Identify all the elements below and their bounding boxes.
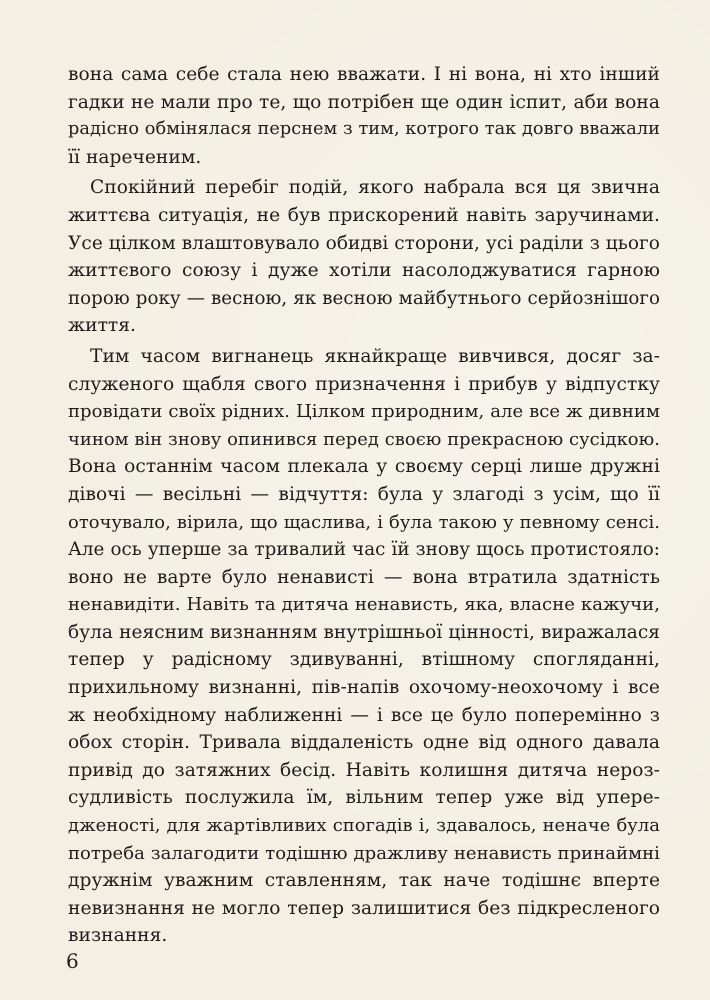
text-line: чином він знову опинився перед своєю прекрасною сусідкою.: [68, 428, 660, 450]
text-line: радісно обмінялася перснем з тим, котрого так довго вважали: [68, 119, 660, 140]
text-line: оточувало, вірила, що щаслива, і була такою у певному сенсі.: [68, 511, 660, 533]
text-line: ненавидіти. Навіть та дитяча ненависть, яка, власне кажучи,: [68, 594, 660, 616]
text-line: потреба залагодити тодішню дражливу ненависть принаймні: [68, 842, 660, 864]
text-line: визнання.: [68, 925, 168, 947]
text-line: дженості, для жартівливих спогадів і, здавалось, неначе була: [68, 815, 660, 837]
text-line: життєва ситуація, не був прискорений навіть заручинами.: [68, 204, 660, 226]
text-line: Усе цілком влаштовувало обидві сторони, усі раділи з цього: [68, 232, 660, 254]
text-line: дружнім уважним ставленням, так наче тодішнє вперте: [68, 870, 660, 892]
text-line: була неясним визнанням внутрішньої цінності, виражалася: [68, 621, 660, 643]
text-line: тепер у радісному здивуванні, втішному спогляданні,: [68, 649, 660, 671]
text-line: вона сама себе стала нею вважати. І ні вона, ні хто інший: [68, 64, 660, 85]
text-line: життєвого союзу і дуже хотіли насолоджуватися гарною: [68, 260, 660, 282]
text-line: життя.: [68, 315, 137, 337]
text-line: воно не варте було ненависті — вона втратила здатність: [68, 566, 660, 588]
text-line: прихильному визнанні, пів-напів охочому-неохочому і все: [68, 677, 660, 699]
text-line: судливість послужила їм, вільним тепер уже від упере-: [68, 787, 660, 809]
paragraph-3: [68, 343, 660, 950]
text-line: обох сторін. Тривала віддаленість одне від одного давала: [68, 732, 660, 754]
text-line: служеного щабля свого призначення і прибув у відпустку: [68, 373, 660, 395]
paragraph-2: [68, 174, 660, 340]
text-line: Вона останнім часом плекала у своєму серці лише дружні: [68, 456, 660, 478]
body-text: [68, 61, 660, 950]
text-line: Спокійний перебіг подій, якого набрала вся ця звична: [90, 177, 660, 199]
text-line: порою року — весною, як весною майбутнього серйознішого: [68, 287, 660, 309]
text-line: її нареченим.: [68, 146, 202, 168]
text-line: ж необхідному наближенні — і все це було поперемінно з: [68, 704, 660, 726]
text-line: невизнання не могло тепер залишитися без підкресленого: [68, 897, 660, 919]
text-line: Тим часом вигнанець якнайкраще вивчився, досяг за-: [90, 345, 660, 367]
text-line: гадки не мали про те, що потрібен ще один іспит, аби вона: [68, 91, 660, 113]
text-line: привід до затяжних бесід. Навіть колишня дитяча нероз-: [68, 759, 660, 781]
paragraph-1: [68, 61, 660, 171]
page-number: 6: [66, 949, 79, 973]
text-line: дівочі — весільні — відчуття: була у злагоді з усім, що її: [68, 483, 660, 505]
text-line: провідати своїх рідних. Цілком природним, але все ж дивним: [68, 401, 660, 423]
text-line: Але ось уперше за тривалий час їй знову щось протистояло:: [68, 539, 660, 561]
